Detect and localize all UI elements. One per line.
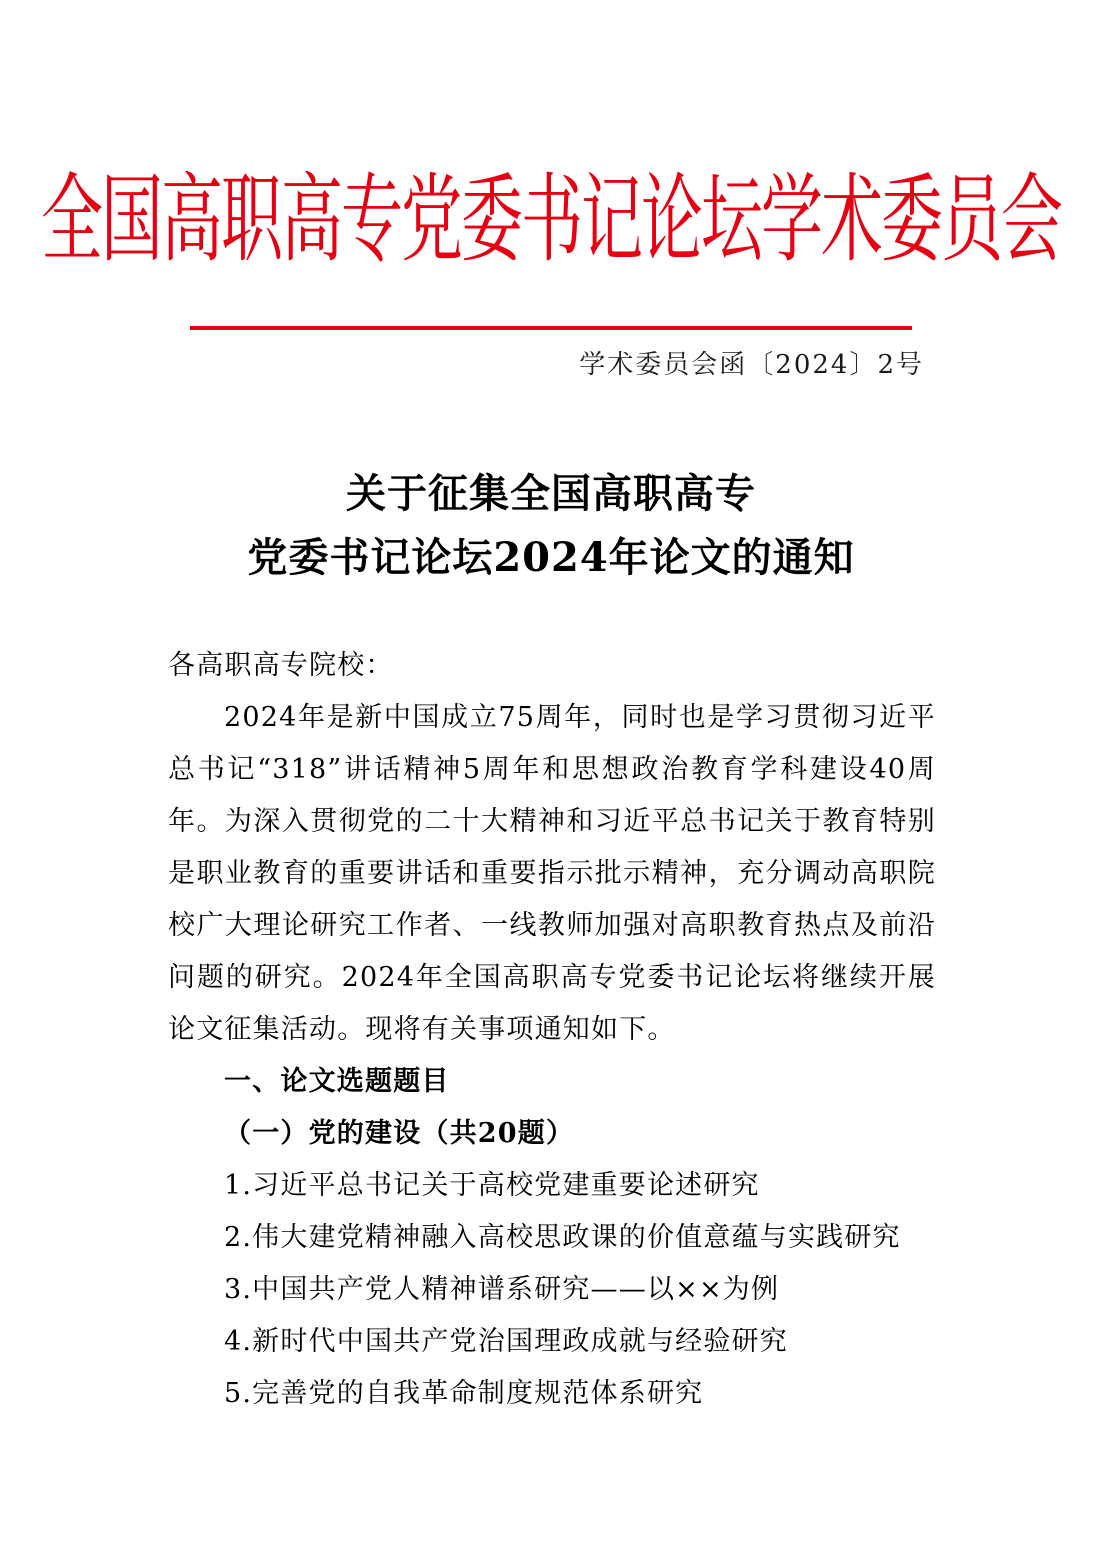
- topic-list: [168, 1160, 936, 1420]
- notice-title-line-1: 关于征集全国高职高专: [346, 470, 756, 517]
- letterhead-red-rule: [190, 326, 912, 330]
- org-letterhead-title: 全国高职高专党委书记论坛学术委员会: [40, 162, 1061, 276]
- notice-title: [0, 462, 1102, 590]
- notice-title-line-2: 党委书记论坛2024年论文的通知: [247, 534, 855, 581]
- salutation: 各高职高专院校：: [168, 650, 394, 681]
- list-item: 3.中国共产党人精神谱系研究——以××为例: [224, 1274, 780, 1305]
- intro-paragraph: 2024年是新中国成立75周年，同时也是学习贯彻习近平总书记“318”讲话精神5周年和思想政治教育学科建设40周年。为深入贯彻党的二十大精神和习近平总书记关于教育特别是职业教育的重要讲话和重要指示批示精神，充分调动高职院校广大理论研究工作者、一线教师加强对高职教育热点及前沿问题的研究。2024年全国高职高专党委书记论坛将继续开展论文征集活动。现将有关事项通知如下。: [168, 702, 936, 1045]
- subsection-heading-party-building: （一）党的建设（共20题）: [224, 1118, 575, 1149]
- list-item: 1.习近平总书记关于高校党建重要论述研究: [224, 1170, 760, 1201]
- section-heading-topics: 一、论文选题题目: [224, 1066, 450, 1097]
- list-item: 4.新时代中国共产党治国理政成就与经验研究: [224, 1326, 788, 1357]
- list-item: 5.完善党的自我革命制度规范体系研究: [224, 1378, 704, 1409]
- list-item: 2.伟大建党精神融入高校思政课的价值意蕴与实践研究: [224, 1222, 901, 1253]
- notice-body: [168, 640, 936, 1420]
- document-number: 学术委员会函〔2024〕2号: [579, 350, 924, 380]
